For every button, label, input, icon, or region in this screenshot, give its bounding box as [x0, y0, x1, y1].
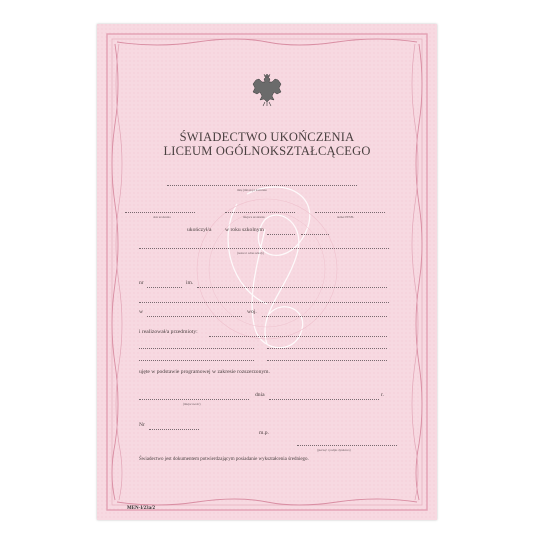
subjects-field-1[interactable]	[209, 336, 387, 337]
label-in: im.	[186, 280, 194, 286]
label-doc-nr: Nr	[139, 422, 145, 428]
patron-field-2[interactable]	[139, 302, 389, 303]
label-realized: i realizował/a przedmioty:	[139, 329, 198, 335]
school-nr-field[interactable]	[147, 287, 182, 288]
city-field[interactable]	[139, 399, 249, 400]
title-line-2: LICEUM OGÓLNOKSZTAŁCĄCEGO	[163, 144, 371, 158]
school-year-field[interactable]	[267, 234, 295, 235]
label-w: w	[139, 309, 144, 315]
label-mp: m.p.	[259, 430, 269, 436]
caption-name: imię (imiona) i nazwisko	[237, 188, 268, 192]
caption-signature: (pieczęć i podpis dyrektora)	[317, 448, 351, 452]
school-year-field-2[interactable]	[301, 234, 329, 235]
label-dnia: dnia	[255, 392, 265, 398]
label-woj: woj.	[247, 309, 257, 315]
caption-birth-place: miejsce urodzenia	[243, 215, 265, 219]
certificate-paper	[97, 24, 437, 520]
caption-pesel: numer PESEL	[337, 215, 355, 219]
label-year-suffix: r.	[381, 392, 384, 398]
school-name-field[interactable]	[139, 248, 389, 249]
label-school-year: w roku szkolnym	[225, 227, 264, 233]
caption-school: (nazwa i adres szkoły)	[237, 251, 264, 255]
footer-text: Świadectwo jest dokumentem potwierdzającym posiadanie wykształcenia średniego.	[139, 457, 309, 462]
voivodeship-field[interactable]	[262, 316, 387, 317]
label-completed: ukończył/a	[187, 227, 212, 233]
birth-place-field[interactable]	[225, 212, 295, 213]
title-line-1: ŚWIADECTWO UKOŃCZENIA	[179, 130, 355, 144]
label-curriculum: ujęte w podstawie programowej w zakresie rozszerzonym.	[139, 369, 270, 375]
subjects-field-5[interactable]	[267, 360, 387, 361]
name-field[interactable]	[167, 185, 357, 186]
caption-birth-date: data urodzenia	[153, 215, 171, 219]
signature-field[interactable]	[297, 445, 397, 446]
town-field[interactable]	[147, 316, 242, 317]
caption-city: (miejscowość)	[183, 402, 201, 406]
date-field[interactable]	[269, 399, 379, 400]
subjects-field-4[interactable]	[139, 360, 254, 361]
label-nr: nr	[139, 280, 144, 286]
subjects-field-2[interactable]	[139, 348, 254, 349]
subjects-field-3[interactable]	[267, 348, 387, 349]
polish-eagle-emblem	[247, 70, 287, 110]
doc-nr-field[interactable]	[149, 429, 199, 430]
form-code: MEN-I/23a/2	[127, 506, 156, 511]
birth-date-field[interactable]	[125, 212, 195, 213]
patron-field[interactable]	[197, 287, 387, 288]
pesel-field[interactable]	[315, 212, 385, 213]
